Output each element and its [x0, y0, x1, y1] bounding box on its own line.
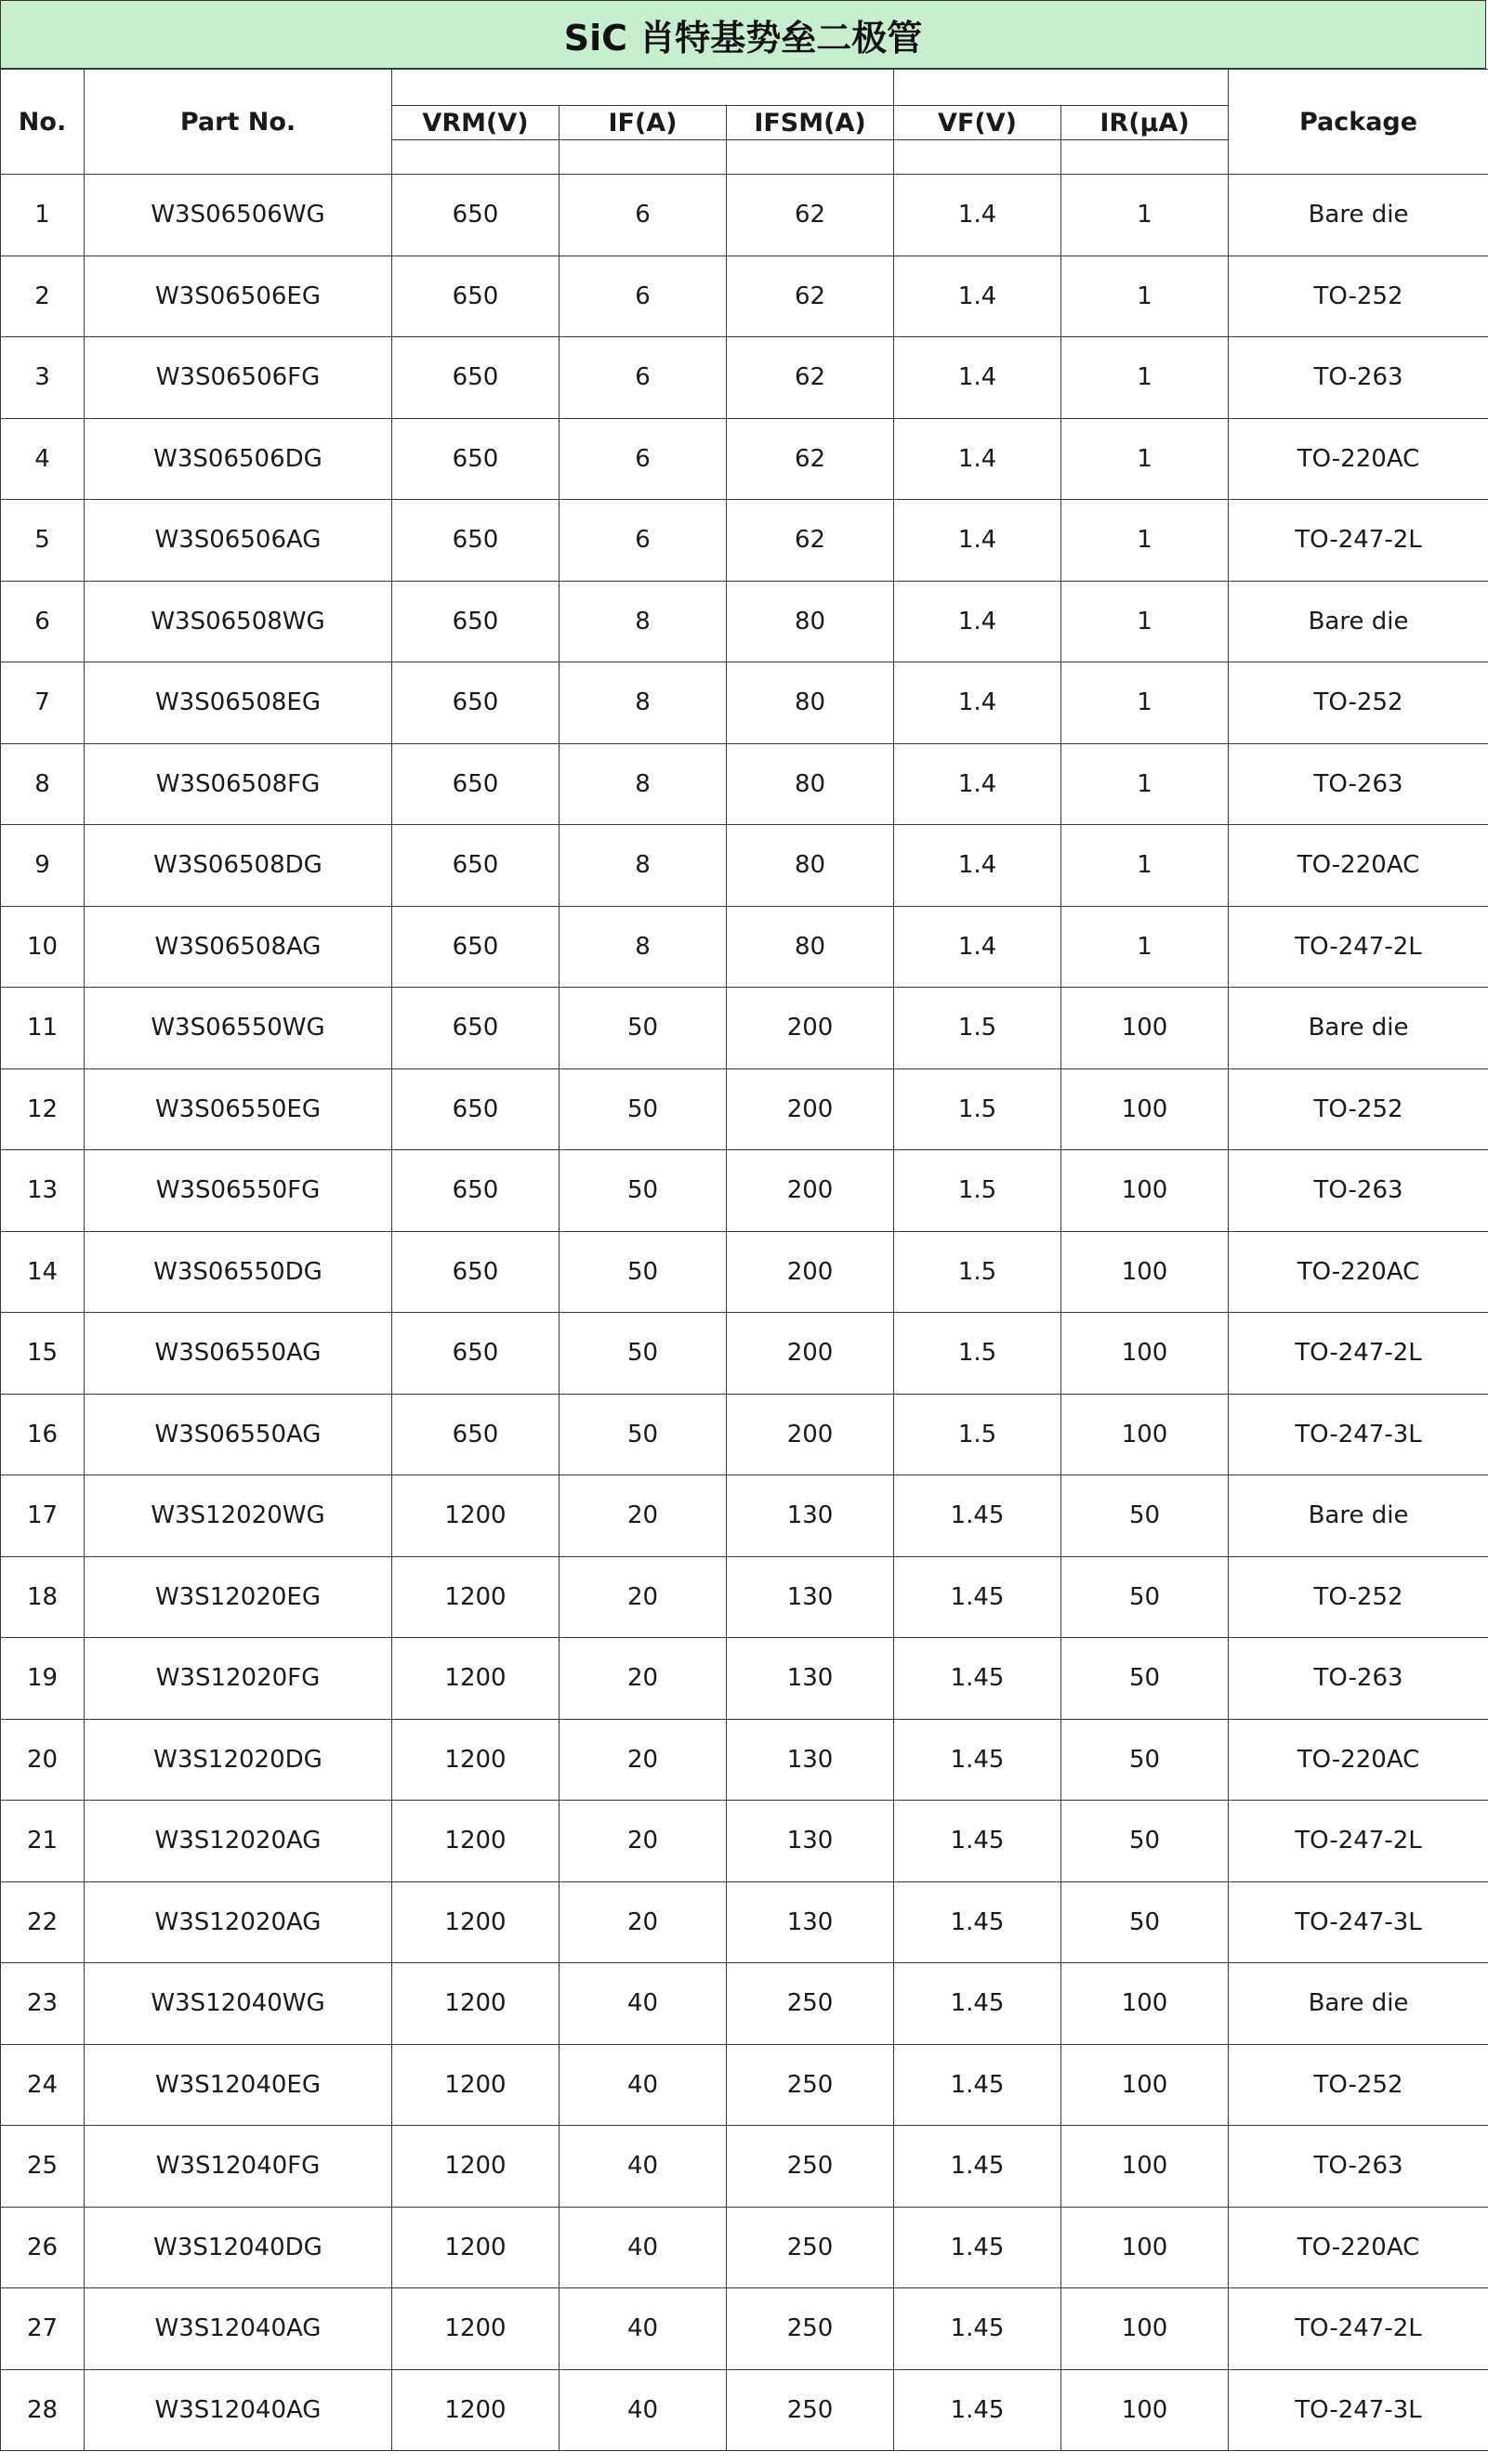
cell-part-no: W3S06508WG [85, 581, 392, 662]
cell-package: TO-247-3L [1229, 1881, 1488, 1963]
header-part-no: Part No. [85, 70, 392, 175]
table-row [1, 337, 1488, 419]
cell-part-no: W3S06508DG [85, 825, 392, 907]
cell-if: 50 [560, 1313, 727, 1395]
table-row [1, 1313, 1488, 1395]
cell-part-no: W3S12020AG [85, 1801, 392, 1882]
table-row [1, 1068, 1488, 1150]
cell-if: 20 [560, 1719, 727, 1801]
cell-ir: 100 [1061, 2126, 1229, 2208]
cell-ir: 100 [1061, 1231, 1229, 1313]
cell-vrm: 650 [392, 743, 560, 825]
cell-ifsm: 200 [727, 1068, 894, 1150]
table-row [1, 1231, 1488, 1313]
cell-package: Bare die [1229, 1475, 1488, 1557]
header-ifsm-spacer [727, 140, 894, 175]
cell-ifsm: 250 [727, 2207, 894, 2288]
cell-vf: 1.4 [894, 662, 1061, 744]
cell-ir: 100 [1061, 2288, 1229, 2370]
cell-package: TO-247-3L [1229, 2369, 1488, 2451]
table-row [1, 1150, 1488, 1232]
cell-package: Bare die [1229, 175, 1488, 256]
table-row [1, 1394, 1488, 1475]
table-row [1, 256, 1488, 337]
cell-vf: 1.4 [894, 500, 1061, 582]
cell-ir: 1 [1061, 418, 1229, 500]
cell-part-no: W3S06506WG [85, 175, 392, 256]
cell-package: TO-220AC [1229, 1719, 1488, 1801]
cell-vrm: 650 [392, 906, 560, 988]
cell-if: 40 [560, 2288, 727, 2370]
table-row [1, 500, 1488, 582]
cell-no: 19 [1, 1638, 85, 1720]
cell-no: 24 [1, 2044, 85, 2126]
table-row [1, 2126, 1488, 2208]
cell-part-no: W3S06506DG [85, 418, 392, 500]
cell-no: 20 [1, 1719, 85, 1801]
cell-vf: 1.45 [894, 2369, 1061, 2451]
cell-no: 16 [1, 1394, 85, 1475]
cell-if: 8 [560, 825, 727, 907]
cell-vrm: 650 [392, 1068, 560, 1150]
cell-ir: 1 [1061, 500, 1229, 582]
cell-package: TO-247-3L [1229, 1394, 1488, 1475]
cell-if: 50 [560, 1394, 727, 1475]
cell-if: 8 [560, 581, 727, 662]
cell-vrm: 650 [392, 418, 560, 500]
cell-no: 18 [1, 1556, 85, 1638]
table-row [1, 988, 1488, 1069]
cell-if: 40 [560, 2126, 727, 2208]
cell-if: 40 [560, 2207, 727, 2288]
cell-ifsm: 130 [727, 1475, 894, 1557]
table-row [1, 825, 1488, 907]
cell-no: 25 [1, 2126, 85, 2208]
cell-vf: 1.4 [894, 825, 1061, 907]
header-vrm-spacer [392, 140, 560, 175]
cell-if: 20 [560, 1638, 727, 1720]
cell-ir: 1 [1061, 906, 1229, 988]
cell-package: TO-220AC [1229, 418, 1488, 500]
cell-ifsm: 130 [727, 1556, 894, 1638]
cell-part-no: W3S12040EG [85, 2044, 392, 2126]
table-row [1, 743, 1488, 825]
cell-ifsm: 62 [727, 337, 894, 419]
cell-if: 40 [560, 1963, 727, 2045]
cell-vrm: 1200 [392, 2126, 560, 2208]
table-row [1, 175, 1488, 256]
cell-vf: 1.4 [894, 256, 1061, 337]
cell-ir: 50 [1061, 1556, 1229, 1638]
cell-ir: 100 [1061, 1394, 1229, 1475]
cell-package: TO-252 [1229, 1068, 1488, 1150]
table-row [1, 1556, 1488, 1638]
cell-no: 2 [1, 256, 85, 337]
cell-ifsm: 80 [727, 825, 894, 907]
table-row [1, 418, 1488, 500]
cell-vf: 1.5 [894, 988, 1061, 1069]
cell-part-no: W3S06550EG [85, 1068, 392, 1150]
header-vf: VF(V) [894, 106, 1061, 140]
cell-if: 40 [560, 2044, 727, 2126]
cell-no: 9 [1, 825, 85, 907]
cell-if: 20 [560, 1475, 727, 1557]
cell-ir: 1 [1061, 581, 1229, 662]
cell-vrm: 650 [392, 1394, 560, 1475]
cell-if: 8 [560, 906, 727, 988]
cell-if: 6 [560, 175, 727, 256]
table-row [1, 1801, 1488, 1882]
header-ir-spacer [1061, 140, 1229, 175]
cell-ir: 100 [1061, 1963, 1229, 2045]
cell-package: TO-263 [1229, 337, 1488, 419]
table-row [1, 1475, 1488, 1557]
cell-no: 28 [1, 2369, 85, 2451]
cell-part-no: W3S06508EG [85, 662, 392, 744]
cell-ir: 100 [1061, 1150, 1229, 1232]
cell-ir: 1 [1061, 175, 1229, 256]
cell-no: 21 [1, 1801, 85, 1882]
cell-vrm: 650 [392, 662, 560, 744]
cell-package: TO-247-2L [1229, 906, 1488, 988]
cell-part-no: W3S12020AG [85, 1881, 392, 1963]
table-row [1, 2207, 1488, 2288]
cell-no: 5 [1, 500, 85, 582]
cell-vf: 1.45 [894, 2044, 1061, 2126]
cell-ifsm: 250 [727, 2044, 894, 2126]
cell-vf: 1.4 [894, 743, 1061, 825]
cell-vf: 1.4 [894, 906, 1061, 988]
cell-ir: 100 [1061, 2044, 1229, 2126]
cell-ifsm: 200 [727, 1313, 894, 1395]
cell-ir: 1 [1061, 256, 1229, 337]
table-row [1, 1881, 1488, 1963]
table-row [1, 1963, 1488, 2045]
cell-part-no: W3S06550FG [85, 1150, 392, 1232]
cell-ir: 1 [1061, 662, 1229, 744]
cell-part-no: W3S12020DG [85, 1719, 392, 1801]
cell-vf: 1.4 [894, 418, 1061, 500]
cell-no: 4 [1, 418, 85, 500]
cell-vrm: 650 [392, 988, 560, 1069]
cell-vf: 1.45 [894, 1881, 1061, 1963]
cell-package: Bare die [1229, 581, 1488, 662]
cell-no: 26 [1, 2207, 85, 2288]
cell-if: 20 [560, 1801, 727, 1882]
cell-ifsm: 200 [727, 1150, 894, 1232]
table-row [1, 2044, 1488, 2126]
cell-vf: 1.4 [894, 337, 1061, 419]
cell-ir: 1 [1061, 743, 1229, 825]
cell-vf: 1.45 [894, 1719, 1061, 1801]
cell-vrm: 1200 [392, 2288, 560, 2370]
cell-vf: 1.5 [894, 1068, 1061, 1150]
cell-vf: 1.5 [894, 1231, 1061, 1313]
cell-if: 50 [560, 1068, 727, 1150]
cell-ir: 50 [1061, 1719, 1229, 1801]
cell-if: 50 [560, 988, 727, 1069]
cell-no: 10 [1, 906, 85, 988]
cell-vrm: 1200 [392, 2207, 560, 2288]
cell-vf: 1.45 [894, 1963, 1061, 2045]
cell-vf: 1.5 [894, 1150, 1061, 1232]
cell-vrm: 1200 [392, 1556, 560, 1638]
header-package: Package [1229, 70, 1488, 175]
cell-vrm: 1200 [392, 1801, 560, 1882]
cell-ifsm: 250 [727, 2288, 894, 2370]
cell-ir: 100 [1061, 1068, 1229, 1150]
cell-ifsm: 200 [727, 988, 894, 1069]
cell-ifsm: 130 [727, 1638, 894, 1720]
cell-ifsm: 250 [727, 2126, 894, 2208]
cell-ir: 50 [1061, 1801, 1229, 1882]
cell-vf: 1.45 [894, 1801, 1061, 1882]
cell-vrm: 650 [392, 1150, 560, 1232]
cell-no: 3 [1, 337, 85, 419]
cell-vrm: 650 [392, 825, 560, 907]
cell-package: TO-220AC [1229, 1231, 1488, 1313]
cell-ir: 100 [1061, 1313, 1229, 1395]
cell-no: 7 [1, 662, 85, 744]
cell-ir: 1 [1061, 337, 1229, 419]
cell-package: TO-263 [1229, 743, 1488, 825]
cell-ir: 100 [1061, 2369, 1229, 2451]
cell-no: 17 [1, 1475, 85, 1557]
cell-part-no: W3S06550DG [85, 1231, 392, 1313]
cell-ir: 1 [1061, 825, 1229, 907]
cell-no: 27 [1, 2288, 85, 2370]
header-ifsm: IFSM(A) [727, 106, 894, 140]
cell-vf: 1.45 [894, 2288, 1061, 2370]
cell-vf: 1.4 [894, 581, 1061, 662]
cell-ifsm: 250 [727, 1963, 894, 2045]
cell-package: TO-252 [1229, 1556, 1488, 1638]
cell-part-no: W3S06550WG [85, 988, 392, 1069]
cell-ir: 50 [1061, 1638, 1229, 1720]
cell-part-no: W3S06508FG [85, 743, 392, 825]
cell-package: TO-263 [1229, 1150, 1488, 1232]
cell-if: 40 [560, 2369, 727, 2451]
cell-ifsm: 200 [727, 1394, 894, 1475]
cell-no: 22 [1, 1881, 85, 1963]
cell-ifsm: 80 [727, 743, 894, 825]
cell-ifsm: 62 [727, 418, 894, 500]
cell-ifsm: 80 [727, 581, 894, 662]
cell-part-no: W3S12040FG [85, 2126, 392, 2208]
cell-no: 11 [1, 988, 85, 1069]
cell-package: TO-252 [1229, 662, 1488, 744]
cell-part-no: W3S12040AG [85, 2369, 392, 2451]
cell-ifsm: 130 [727, 1881, 894, 1963]
cell-package: TO-252 [1229, 256, 1488, 337]
table-row [1, 662, 1488, 744]
cell-part-no: W3S12040WG [85, 1963, 392, 2045]
header-ir: IR(μA) [1061, 106, 1229, 140]
cell-vrm: 650 [392, 581, 560, 662]
table-body [1, 175, 1488, 2451]
cell-vf: 1.45 [894, 1556, 1061, 1638]
cell-package: TO-220AC [1229, 825, 1488, 907]
cell-ifsm: 80 [727, 662, 894, 744]
page-title: SiC 肖特基势垒二极管 [0, 0, 1486, 69]
cell-vrm: 1200 [392, 1881, 560, 1963]
cell-vf: 1.5 [894, 1313, 1061, 1395]
cell-package: TO-247-2L [1229, 2288, 1488, 2370]
table-row [1, 2288, 1488, 2370]
cell-part-no: W3S06506FG [85, 337, 392, 419]
cell-no: 23 [1, 1963, 85, 2045]
header-if: IF(A) [560, 106, 727, 140]
cell-package: TO-263 [1229, 1638, 1488, 1720]
cell-ifsm: 62 [727, 175, 894, 256]
table-row [1, 1719, 1488, 1801]
cell-ifsm: 130 [727, 1719, 894, 1801]
cell-vf: 1.45 [894, 2126, 1061, 2208]
cell-no: 8 [1, 743, 85, 825]
cell-if: 50 [560, 1150, 727, 1232]
table-row [1, 906, 1488, 988]
cell-if: 50 [560, 1231, 727, 1313]
cell-vrm: 1200 [392, 2044, 560, 2126]
cell-part-no: W3S12020WG [85, 1475, 392, 1557]
cell-part-no: W3S12020FG [85, 1638, 392, 1720]
cell-package: Bare die [1229, 988, 1488, 1069]
cell-package: TO-220AC [1229, 2207, 1488, 2288]
cell-vrm: 1200 [392, 1963, 560, 2045]
cell-no: 15 [1, 1313, 85, 1395]
table-row [1, 581, 1488, 662]
cell-vrm: 650 [392, 175, 560, 256]
cell-if: 6 [560, 337, 727, 419]
cell-vrm: 1200 [392, 1638, 560, 1720]
cell-vrm: 1200 [392, 1719, 560, 1801]
cell-no: 1 [1, 175, 85, 256]
cell-if: 20 [560, 1556, 727, 1638]
cell-no: 14 [1, 1231, 85, 1313]
header-if-spacer [560, 140, 727, 175]
cell-vf: 1.4 [894, 175, 1061, 256]
cell-ir: 50 [1061, 1475, 1229, 1557]
cell-vrm: 650 [392, 500, 560, 582]
cell-ifsm: 130 [727, 1801, 894, 1882]
cell-package: Bare die [1229, 1963, 1488, 2045]
cell-package: TO-247-2L [1229, 1801, 1488, 1882]
cell-if: 6 [560, 418, 727, 500]
cell-package: TO-252 [1229, 2044, 1488, 2126]
cell-package: TO-247-2L [1229, 500, 1488, 582]
cell-ir: 100 [1061, 988, 1229, 1069]
cell-package: TO-263 [1229, 2126, 1488, 2208]
cell-package: TO-247-2L [1229, 1313, 1488, 1395]
cell-ifsm: 200 [727, 1231, 894, 1313]
cell-vrm: 650 [392, 1313, 560, 1395]
cell-part-no: W3S12040AG [85, 2288, 392, 2370]
cell-if: 6 [560, 500, 727, 582]
table-row [1, 1638, 1488, 1720]
header-group-current [392, 70, 894, 106]
cell-vrm: 1200 [392, 2369, 560, 2451]
cell-part-no: W3S06550AG [85, 1313, 392, 1395]
cell-part-no: W3S12020EG [85, 1556, 392, 1638]
header-vrm: VRM(V) [392, 106, 560, 140]
cell-vrm: 650 [392, 1231, 560, 1313]
cell-vrm: 650 [392, 256, 560, 337]
cell-part-no: W3S12040DG [85, 2207, 392, 2288]
cell-ifsm: 62 [727, 500, 894, 582]
header-group-voltage [894, 70, 1229, 106]
header-vf-spacer [894, 140, 1061, 175]
cell-vf: 1.45 [894, 2207, 1061, 2288]
cell-if: 20 [560, 1881, 727, 1963]
cell-part-no: W3S06506EG [85, 256, 392, 337]
cell-vf: 1.45 [894, 1638, 1061, 1720]
cell-vrm: 650 [392, 337, 560, 419]
cell-ifsm: 250 [727, 2369, 894, 2451]
spec-table [0, 69, 1488, 2451]
cell-part-no: W3S06550AG [85, 1394, 392, 1475]
cell-if: 6 [560, 256, 727, 337]
cell-vf: 1.45 [894, 1475, 1061, 1557]
table-header [1, 70, 1488, 175]
cell-part-no: W3S06508AG [85, 906, 392, 988]
header-no: No. [1, 70, 85, 175]
table-row [1, 2369, 1488, 2451]
cell-if: 8 [560, 743, 727, 825]
cell-no: 13 [1, 1150, 85, 1232]
cell-ir: 100 [1061, 2207, 1229, 2288]
cell-ifsm: 80 [727, 906, 894, 988]
cell-vrm: 1200 [392, 1475, 560, 1557]
cell-ifsm: 62 [727, 256, 894, 337]
cell-vf: 1.5 [894, 1394, 1061, 1475]
cell-no: 12 [1, 1068, 85, 1150]
cell-part-no: W3S06506AG [85, 500, 392, 582]
cell-if: 8 [560, 662, 727, 744]
cell-ir: 50 [1061, 1881, 1229, 1963]
cell-no: 6 [1, 581, 85, 662]
